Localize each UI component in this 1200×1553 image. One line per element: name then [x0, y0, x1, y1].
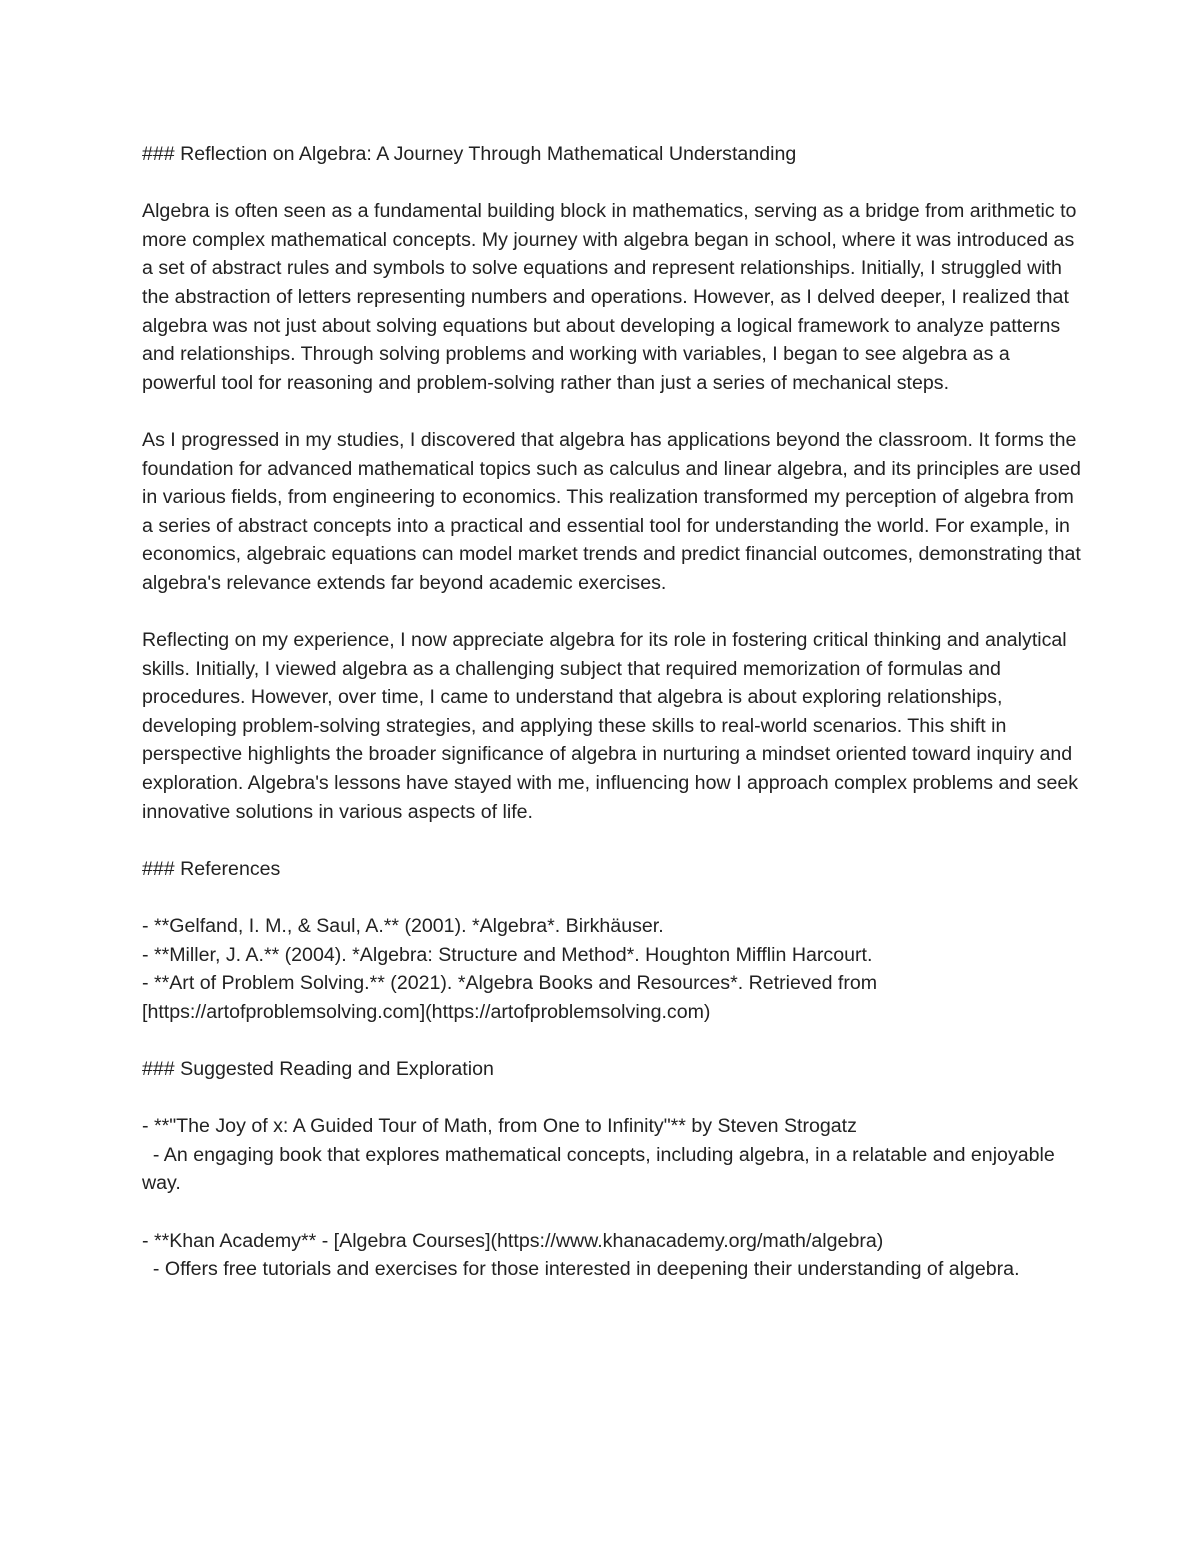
body-paragraph-2: As I progressed in my studies, I discovered that algebra has applications beyond the classroom. It forms the foundation for advanced mathematical topics such as calculus and linear algebra, and its principles are used in various fields, from engineering to economics. This realization transformed my perception of algebra from a series of abstract concepts into a practical and essential tool for understanding the world. For example, in economics, algebraic equations can model market trends and predict financial outcomes, demonstrating that algebra's relevance extends far beyond academic exercises.	[142, 428, 1087, 594]
spacer	[142, 1198, 1082, 1227]
references-heading: ### References	[142, 857, 281, 880]
reading-item-2: - **Khan Academy** - [Algebra Courses](https://www.khanacademy.org/math/algebra)	[142, 1229, 884, 1252]
reading-item-2-description: - Offers free tutorials and exercises for those interested in deepening their understanding of algebra.	[142, 1258, 1020, 1281]
spacer	[142, 1084, 1082, 1113]
reference-item-1: - **Gelfand, I. M., & Saul, A.** (2001). *Algebra*. Birkhäuser.	[142, 915, 664, 938]
document-body	[142, 140, 1087, 1284]
spacer	[142, 169, 1082, 198]
spacer	[142, 1026, 1082, 1055]
spacer	[142, 397, 1082, 426]
reference-item-3: - **Art of Problem Solving.** (2021). *Algebra Books and Resources*. Retrieved from [https://artofproblemsolving.com](https://artofproblemsolving.com)	[142, 972, 883, 1023]
spacer	[142, 826, 1082, 855]
reading-item-1-description: - An engaging book that explores mathematical concepts, including algebra, in a relatable and enjoyable way.	[142, 1143, 1061, 1195]
spacer	[142, 598, 1082, 627]
document-title: ### Reflection on Algebra: A Journey Through Mathematical Understanding	[142, 143, 797, 165]
body-paragraph-1: Algebra is often seen as a fundamental building block in mathematics, serving as a bridge from arithmetic to more complex mathematical concepts. My journey with algebra began in school, where it was introduced as a set of abstract rules and symbols to solve equations and represent relationships. Initially, I struggled with the abstraction of letters representing numbers and operations. However, as I delved deeper, I realized that algebra was not just about solving equations but about developing a logical framework to analyze patterns and relationships. Through solving problems and working with variables, I began to see algebra as a powerful tool for reasoning and problem-solving rather than just a series of mechanical steps.	[142, 200, 1082, 394]
spacer	[142, 883, 1082, 912]
reference-item-2: - **Miller, J. A.** (2004). *Algebra: Structure and Method*. Houghton Mifflin Harcourt.	[142, 943, 873, 966]
reading-item-1: - **"The Joy of x: A Guided Tour of Math, from One to Infinity"** by Steven Strogatz	[142, 1115, 857, 1138]
body-paragraph-3: Reflecting on my experience, I now appreciate algebra for its role in fostering critical thinking and analytical skills. Initially, I viewed algebra as a challenging subject that required memorization of formulas and procedures. However, over time, I came to understand that algebra is about exploring relationships, developing problem-solving strategies, and applying these skills to real-world scenarios. This shift in perspective highlights the broader significance of algebra in nurturing a mindset oriented toward inquiry and exploration. Algebra's lessons have stayed with me, influencing how I approach complex problems and seek innovative solutions in various aspects of life.	[142, 629, 1084, 823]
suggested-reading-heading: ### Suggested Reading and Exploration	[142, 1058, 494, 1080]
